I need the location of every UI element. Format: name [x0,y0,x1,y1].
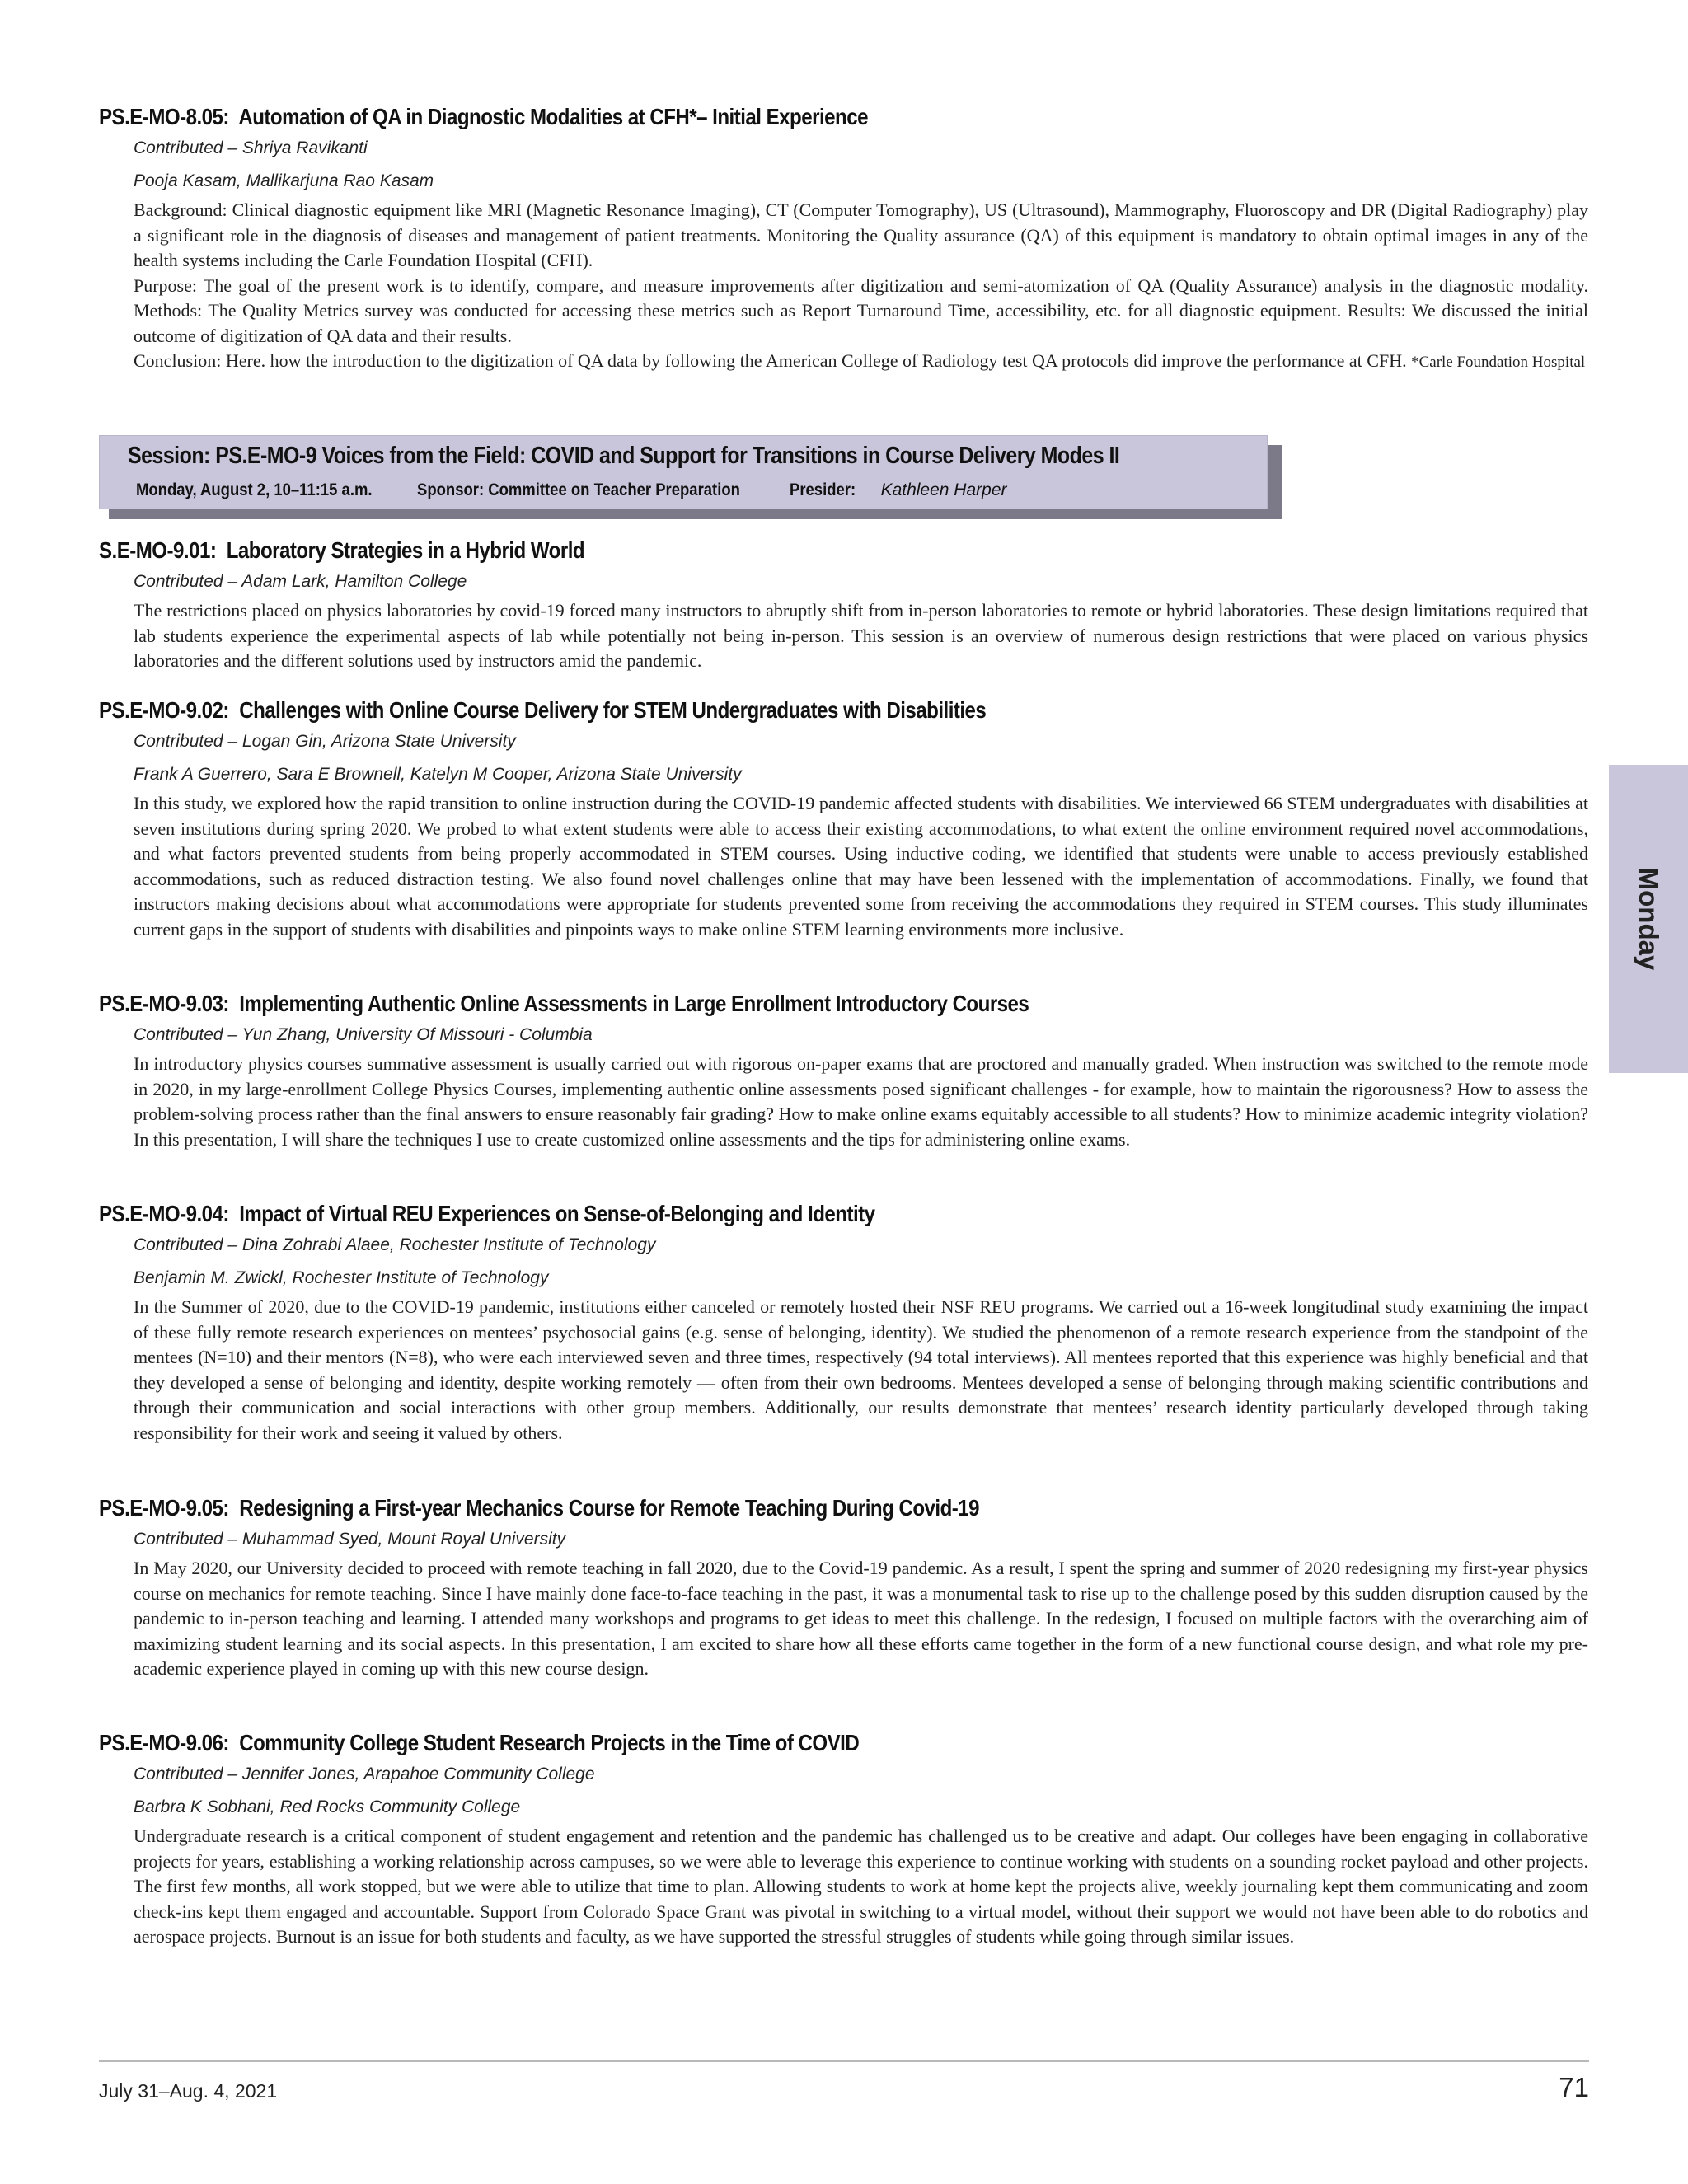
session-sponsor: Sponsor: Committee on Teacher Preparation [417,480,741,499]
entry-coauthors: Barbra K Sobhani, Red Rocks Community College [134,1797,521,1816]
abstract-entry-9-06 [99,1728,1591,1950]
entry-contributor: Contributed – Muhammad Syed, Mount Royal University [134,1530,566,1549]
entry-coauthors: Benjamin M. Zwickl, Rochester Institute of Technology [134,1268,549,1287]
footnote: *Carle Foundation Hospital [1411,354,1586,371]
entry-title: Community College Student Research Projects in the Time of COVID [239,1730,860,1755]
entry-contributor: Contributed – Jennifer Jones, Arapahoe Community College [134,1765,595,1783]
abstract-paragraph: The restrictions placed on physics laboratories by covid-19 forced many instructors to abruptly shift from in-person laboratories to remote or hybrid laboratories. These design limitations required that lab students experience the experimental aspects of lab while potentially not being in-person. This session is an overview of numerous design restrictions that were placed on various physics laboratories and the different solutions used by instructors amid the pandemic. [134,600,1588,671]
entry-heading [99,696,1382,725]
abstract-paragraph: In May 2020, our University decided to proceed with remote teaching in fall 2020, due to the Covid-19 pandemic. As a result, I spent the spring and summer of 2020 redesigning my first-year physics course on mechanics for remote teaching. Since I have mainly done face-to-face teaching in the past, it was a monumental task to rise up to the challenge posed by this sudden disruption caused by the pandemic to in-person teaching and learning. I attended many workshops and programs to get ideas to meet this challenge. In the redesign, I focused on multiple factors with the overarching aim of maximizing student learning and its social aspects. In this presentation, I am excited to share how all these efforts came together in the form of a new functional course design, and what role my pre-academic experience played in coming up with this new course design. [134,1558,1588,1679]
entry-heading [99,102,1382,132]
entry-heading [99,1493,1382,1523]
abstract-entry-9-05 [99,1493,1591,1682]
abstract-entry-9-01 [99,536,1591,674]
abstract-entry-8-05 [99,102,1591,376]
entry-contributor: Contributed – Yun Zhang, University Of Missouri - Columbia [134,1025,593,1044]
abstract-paragraph: In introductory physics courses summative assessment is usually carried out with rigorous on-paper exams that are proctored and manually graded. When instruction was switched to the remote mode in 2020, in my large-enrollment College Physics Courses, implementing authentic online assessments posed significant challenges - for example, how to maintain the rigorousness? How to assess the problem-solving process rather than the final answers to ensure reasonably fair grading? How to make online exams equitably accessible to all students? How to minimize academic integrity violation? In this presentation, I will share the techniques I use to create customized online assessments and the tips for administering online exams. [134,1053,1588,1150]
entry-title: Impact of Virtual REU Experiences on Sense-of-Belonging and Identity [239,1201,875,1226]
entry-code: PS.E-MO-9.06: [99,1730,229,1755]
entry-abstract [134,1824,1588,1950]
day-side-tab [1609,765,1688,1073]
abstract-paragraph [134,349,1588,376]
abstract-paragraph: Purpose: The goal of the present work is to identify, compare, and measure improvements after digitization and semi-atomization of QA (Quality Assurance) analysis in the diagnostic modality. Methods: The Quality Metrics survey was conducted for accessing these metrics such as Report Turnaround Time, accessibility, etc. for all diagnostic equipment. Results: We discussed the initial outcome of digitization of QA data and their results. [134,274,1588,346]
session-presider-label: Presider: [789,480,856,499]
entry-abstract [134,598,1588,674]
entry-coauthors: Frank A Guerrero, Sara E Brownell, Katelyn M Cooper, Arizona State University [134,765,742,784]
entry-code: PS.E-MO-9.02: [99,697,229,723]
entry-abstract [134,198,1588,376]
session-title: Session: PS.E-MO-9 Voices from the Field: COVID and Support for Transitions in Course Delivery Modes II [128,443,1120,469]
entry-abstract [134,1295,1588,1446]
entry-abstract [134,791,1588,942]
page-number: 71 [1559,2072,1589,2102]
abstract-entry-9-03 [99,989,1591,1152]
entry-contributor: Contributed – Dina Zohrabi Alaee, Rochester Institute of Technology [134,1235,656,1254]
session-date: Monday, August 2, 10–11:15 a.m. [136,480,373,499]
abstract-entry-9-04 [99,1199,1591,1446]
entry-contributor: Contributed – Shriya Ravikanti [134,138,368,157]
entry-title: Laboratory Strategies in a Hybrid World [226,537,585,563]
abstract-paragraph: In the Summer of 2020, due to the COVID-19 pandemic, institutions either canceled or remotely hosted their NSF REU programs. We carried out a 16-week longitudinal study examining the impact of these fully remote research experiences on mentees’ psychosocial gains (e.g. sense of belonging, identity). We studied the phenomenon of a remote research experience from the standpoint of the mentees (N=10) and their mentors (N=8), who were each interviewed seven and three times, respectively (94 total interviews). All mentees reported that this experience was highly beneficial and that they developed a sense of belonging and identity, despite working remotely — often from their own bedrooms. Mentees developed a sense of belonging through making scientific contributions and through their communication and social interactions with other group members. Additionally, our results demonstrate that mentees’ research identity particularly developed through taking responsibility for their work and seeing it valued by others. [134,1296,1588,1443]
abstract-paragraph: In this study, we explored how the rapid transition to online instruction during the COVID-19 pandemic affected students with disabilities. We interviewed 66 STEM undergraduates with disabilities at seven institutions during spring 2020. We probed to what extent students were able to access their existing accommodations, to what extent the online environment required novel accommodations, and what factors prevented students from being properly accommodated in STEM courses. Using inductive coding, we identified that students were unable to access previously established accommodations, such as reduced distraction testing. We also found novel challenges online that may have been lessened with the implementation of accommodations. Finally, we found that instructors making decisions about what accommodations were appropriate for students prevented some from receiving the accommodations they required in STEM courses. This study illuminates current gaps in the support of students with disabilities and pinpoints ways to make online STEM learning environments more inclusive. [134,793,1588,940]
entry-contributor: Contributed – Logan Gin, Arizona State University [134,732,516,751]
entry-code: PS.E-MO-9.04: [99,1201,229,1226]
footer-date: July 31–Aug. 4, 2021 [99,2080,278,2102]
entry-heading [99,989,1382,1019]
entry-coauthors: Pooja Kasam, Mallikarjuna Rao Kasam [134,171,434,190]
entry-code: S.E-MO-9.01: [99,537,217,563]
abstract-paragraph: Undergraduate research is a critical component of student engagement and retention and the pandemic has challenged us to be creative and adapt. Our colleges have been engaging in collaborative projects for years, establishing a working relationship across campuses, so we were able to leverage this experience to continue working with students on a sounding rocket payload and other projects. The first few months, all work stopped, but we were able to utilize that time to plan. Allowing students to work at home kept the projects alive, weekly journaling kept them communicating and zoom check-ins kept them engaged and accountable. Support from Colorado Space Grant was pivotal in switching to a virtual model, without their support we would not have been able to do robotics and aerospace projects. Burnout is an issue for both students and faculty, as we have supported the stressful struggles of students while going through similar issues. [134,1825,1588,1947]
entry-code: PS.E-MO-9.03: [99,991,229,1016]
entry-contributor: Contributed – Adam Lark, Hamilton College [134,572,467,591]
entry-title: Challenges with Online Course Delivery for STEM Undergraduates with Disabilities [239,697,987,723]
abstract-conclusion: Conclusion: Here. how the introduction to the digitization of QA data by following the American College of Radiology test QA protocols did improve the performance at CFH. [134,350,1407,371]
entry-heading [99,536,1382,565]
entry-heading [99,1728,1382,1758]
entry-heading [99,1199,1382,1229]
abstract-paragraph: Background: Clinical diagnostic equipment like MRI (Magnetic Resonance Imaging), CT (Computer Tomography), US (Ultrasound), Mammography, Fluoroscopy and DR (Digital Radiography) play a significant role in the diagnosis of diseases and management of patient treatments. Monitoring the Quality assurance (QA) of this equipment is mandatory to obtain optimal images in any of the health systems including the Carle Foundation Hospital (CFH). [134,199,1588,270]
entry-title: Automation of QA in Diagnostic Modalities at CFH*– Initial Experience [238,104,868,129]
session-banner [99,435,1282,519]
session-banner-box [99,435,1268,509]
entry-abstract [134,1556,1588,1682]
footer-divider [99,2060,1589,2062]
entry-title: Implementing Authentic Online Assessments in Large Enrollment Introductory Courses [239,991,1029,1016]
entry-code: PS.E-MO-9.05: [99,1495,229,1521]
day-side-tab-label: Monday [1634,867,1664,971]
abstract-entry-9-02 [99,696,1591,942]
session-presider: Kathleen Harper [880,480,1007,499]
entry-title: Redesigning a First-year Mechanics Course for Remote Teaching During Covid-19 [239,1495,980,1521]
entry-abstract [134,1052,1588,1152]
entry-code: PS.E-MO-8.05: [99,104,229,129]
session-meta [136,480,1007,500]
